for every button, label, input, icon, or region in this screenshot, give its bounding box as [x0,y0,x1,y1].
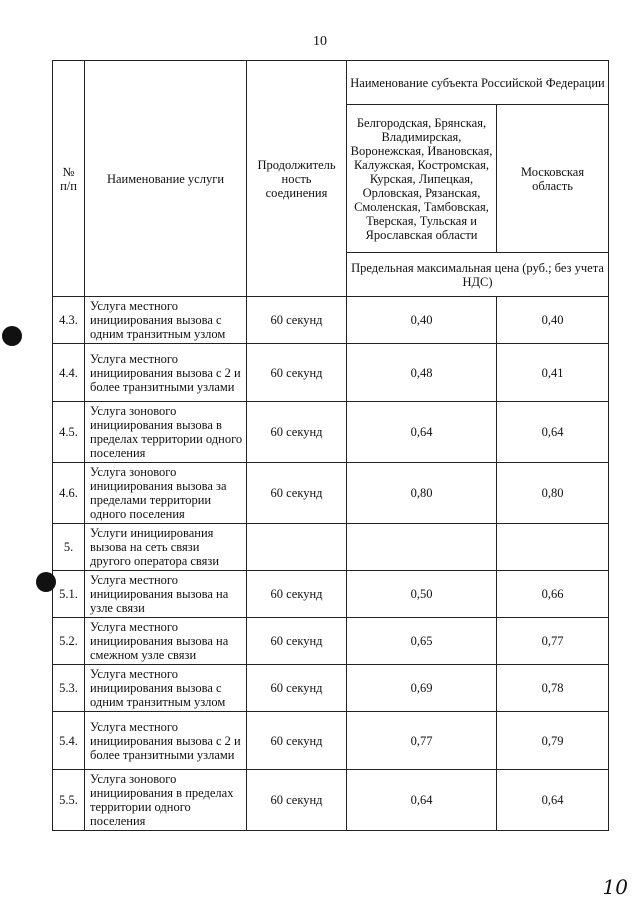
row-price-group-1: 0,48 [347,344,497,402]
table-row [53,571,609,618]
row-duration: 60 секунд [247,618,347,665]
row-price-group-1 [347,524,497,571]
table-row [53,770,609,831]
row-service-name: Услуга местного инициирования вызова с 2 и более транзитными узлами [85,712,247,770]
header-subject: Наименование субъекта Российской Федерации [347,61,609,105]
row-number: 4.4. [53,344,85,402]
header-regions-group-2: Московская область [497,105,609,253]
table-row [53,618,609,665]
header-price-note: Предельная максимальная цена (руб.; без учета НДС) [347,253,609,297]
row-price-group-2: 0,80 [497,463,609,524]
header-service: Наименование услуги [85,61,247,297]
row-price-group-1: 0,80 [347,463,497,524]
table-row [53,402,609,463]
row-duration: 60 секунд [247,571,347,618]
row-price-group-1: 0,64 [347,402,497,463]
row-number: 5.5. [53,770,85,831]
row-number: 5.1. [53,571,85,618]
row-service-name: Услуга зонового инициирования в пределах территории одного поселения [85,770,247,831]
row-price-group-2: 0,40 [497,297,609,344]
table-row [53,297,609,344]
table-body [53,297,609,831]
row-price-group-1: 0,64 [347,770,497,831]
row-number: 4.6. [53,463,85,524]
punch-hole-bottom [36,572,56,592]
table-row [53,463,609,524]
header-duration: Продолжитель ность соединения [247,61,347,297]
row-service-name: Услуга зонового инициирования вызова за пределами территории одного поселения [85,463,247,524]
row-duration: 60 секунд [247,770,347,831]
row-price-group-1: 0,40 [347,297,497,344]
row-service-name: Услуга местного инициирования вызова с одним транзитным узлом [85,297,247,344]
row-price-group-2: 0,64 [497,770,609,831]
row-service-name: Услуга местного инициирования вызова с 2 и более транзитными узлами [85,344,247,402]
row-price-group-2: 0,41 [497,344,609,402]
row-price-group-1: 0,50 [347,571,497,618]
tariff-table [52,60,609,831]
table-row [53,344,609,402]
row-price-group-1: 0,65 [347,618,497,665]
row-service-name: Услуга местного инициирования вызова на узле связи [85,571,247,618]
table-row [53,712,609,770]
row-price-group-2: 0,64 [497,402,609,463]
punch-hole-top [2,326,22,346]
header-regions-group-1: Белгородская, Брянская, Владимирская, Воронежская, Ивановская, Калужская, Костромская, Курская, Липецкая, Орловская, Рязанская, Смоленская, Тамбовская, Тверская, Тульская и Ярославская области [347,105,497,253]
table-row [53,665,609,712]
row-duration: 60 секунд [247,712,347,770]
row-price-group-2: 0,77 [497,618,609,665]
row-price-group-2: 0,78 [497,665,609,712]
row-number: 5.3. [53,665,85,712]
row-price-group-1: 0,69 [347,665,497,712]
page-number: 10 [313,34,327,49]
row-price-group-2: 0,79 [497,712,609,770]
row-duration [247,524,347,571]
header-num: № п/п [53,61,85,297]
row-duration: 60 секунд [247,297,347,344]
row-number: 5.4. [53,712,85,770]
row-duration: 60 секунд [247,344,347,402]
corner-page-mark: 10 [602,875,628,899]
row-number: 5. [53,524,85,571]
row-service-name: Услуга местного инициирования вызова с одним транзитным узлом [85,665,247,712]
row-number: 5.2. [53,618,85,665]
row-service-name: Услуги инициирования вызова на сеть связи другого оператора связи [85,524,247,571]
row-duration: 60 секунд [247,402,347,463]
row-number: 4.5. [53,402,85,463]
row-price-group-2 [497,524,609,571]
table-row [53,524,609,571]
row-service-name: Услуга зонового инициирования вызова в пределах территории одного поселения [85,402,247,463]
row-service-name: Услуга местного инициирования вызова на смежном узле связи [85,618,247,665]
row-duration: 60 секунд [247,665,347,712]
row-price-group-1: 0,77 [347,712,497,770]
row-price-group-2: 0,66 [497,571,609,618]
row-number: 4.3. [53,297,85,344]
row-duration: 60 секунд [247,463,347,524]
